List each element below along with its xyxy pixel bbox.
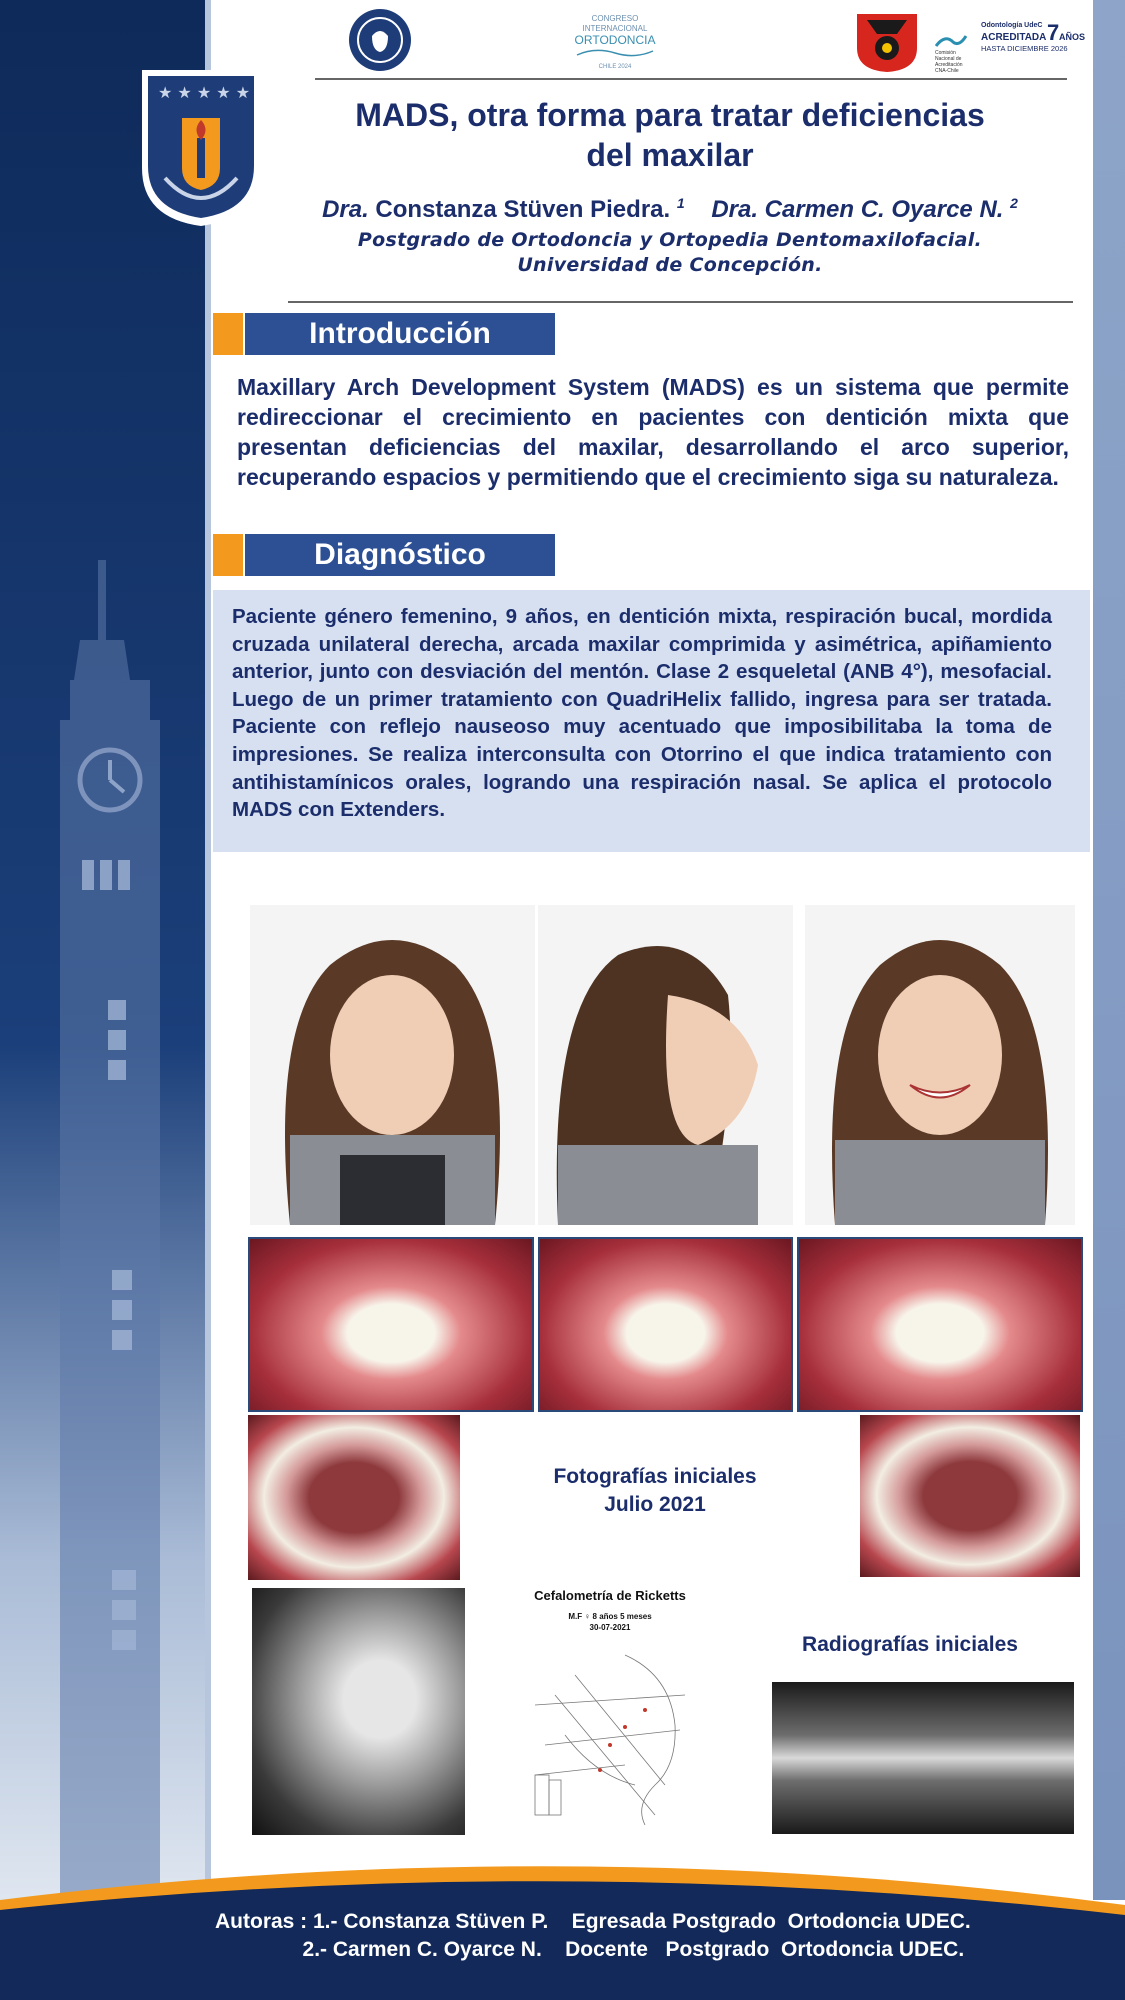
portrait-frontal-illustration [250, 905, 535, 1225]
congress-logo-line: ORTODONCIA [574, 33, 656, 47]
ceph-tracing [505, 1635, 715, 1835]
footer-credits [215, 1908, 971, 1964]
title-line: del maxilar [586, 137, 754, 173]
face-photo-profile [538, 905, 793, 1225]
intro-heading: Introducción [245, 313, 555, 355]
intraoral-photo-left [797, 1237, 1083, 1412]
wave-icon [575, 47, 655, 59]
author1-prefix: Dra. [322, 196, 369, 223]
section-accent [213, 534, 243, 576]
ortodoncia-circle-logo [348, 8, 412, 72]
accreditation-line2: ACREDITADA [981, 32, 1047, 43]
occlusal-photo-lower [860, 1415, 1080, 1577]
faculty-crest-logo [855, 12, 919, 74]
photos-caption [520, 1463, 790, 1519]
intraoral-photo-right [248, 1237, 534, 1412]
accreditation-years-word: AÑOS [1059, 32, 1086, 42]
university-shield-logo [140, 68, 262, 228]
lateral-xray [252, 1588, 465, 1835]
title-line: MADS, otra forma para tratar deficiencias [355, 97, 985, 133]
face-photo-smile [805, 905, 1075, 1225]
accreditation-line3: HASTA DICIEMBRE 2026 [981, 44, 1068, 53]
author1-name: Constanza Stüven Piedra. [368, 196, 671, 223]
section-accent [213, 313, 243, 355]
congress-logo-line: CONGRESO [591, 14, 639, 23]
intro-text: Maxillary Arch Development System (MADS) es un sistema que permite redireccionar el crecimiento en pacientes con dentición mixta que presentan deficiencias del maxilar, desarrollando el arco superior, recuperando espacios y permitiendo que el crecimiento siga su naturaleza. [237, 374, 1069, 490]
diag-heading: Diagnóstico [245, 534, 555, 576]
accreditation-line1: Odontología UdeC [981, 22, 1043, 29]
authors-line [290, 195, 1050, 224]
left-decorative-band [0, 0, 205, 1900]
photos-caption-line: Fotografías iniciales [553, 1465, 757, 1488]
ceph-patient: M.F ♀ 8 años 5 meses [568, 1612, 652, 1621]
svg-text:★ ★ ★ ★ ★: ★ ★ ★ ★ ★ [158, 83, 251, 102]
congress-logo-line: CHILE 2024 [598, 64, 632, 70]
diag-text: Paciente género femenino, 9 años, en dentición mixta, respiración bucal, mordida cruzada unilateral derecha, arcada maxilar comprimida y asimétrica, apiñamiento anterior, junto con desviación del mentón. Clase 2 esqueletal (ANB 4°), mesofacial. Luego de un primer tratamiento con QuadriHelix fallido, ingresa para ser tratada. Paciente con reflejo nauseoso muy acentuado que imposibilitaba la toma de impresiones. Se realiza interconsulta con Otorrino el que indica tratamiento con antihistamínicos orales, logrando una respiración nasal. Se aplica el protocolo MADS con Extenders. [232, 605, 1052, 822]
panoramic-xray [772, 1682, 1074, 1834]
band-edge [205, 0, 211, 1900]
footer-line: 2.- Carmen C. Oyarce N. Docente Postgrado Ortodoncia UDEC. [215, 1938, 965, 1961]
ricketts-cephalometry [505, 1585, 715, 1835]
ceph-title: Cefalometría de Ricketts [534, 1588, 686, 1603]
affiliation-line: Universidad de Concepción. [517, 254, 823, 276]
right-decorative-band [1093, 0, 1125, 1900]
accreditation-agency: Comisión Nacional de Acreditación CNA-Chile [935, 50, 963, 74]
diag-section-header [213, 534, 555, 576]
face-photo-frontal [250, 905, 535, 1225]
occlusal-photo-upper [248, 1415, 460, 1580]
congress-logo [565, 14, 665, 70]
header-divider [315, 78, 1067, 80]
radiographs-caption: Radiografías iniciales [802, 1633, 1018, 1656]
author1-superscript: 1 [676, 195, 685, 211]
poster-title [300, 95, 1040, 175]
footer-line: Autoras : 1.- Constanza Stüven P. Egresada Postgrado Ortodoncia UDEC. [215, 1910, 971, 1933]
congress-logo-line: INTERNACIONAL [582, 24, 648, 33]
ceph-date: 30-07-2021 [589, 1623, 631, 1632]
affiliation [300, 228, 1040, 278]
photos-caption-line: Julio 2021 [604, 1493, 706, 1516]
accreditation-badge [935, 20, 1086, 74]
portrait-profile-illustration [538, 905, 793, 1225]
author2-name: Dra. Carmen C. Oyarce N. [711, 196, 1004, 223]
title-divider [288, 301, 1073, 303]
intro-section-header [213, 313, 555, 355]
clock-tower-silhouette [20, 560, 200, 1900]
intraoral-photo-frontal [538, 1237, 793, 1412]
portrait-smile-illustration [805, 905, 1075, 1225]
cna-wave-icon [935, 34, 967, 48]
accreditation-years-number: 7 [1047, 20, 1060, 45]
author2-superscript: 2 [1010, 195, 1018, 211]
affiliation-line: Postgrado de Ortodoncia y Ortopedia Dentomaxilofacial. [357, 229, 983, 251]
